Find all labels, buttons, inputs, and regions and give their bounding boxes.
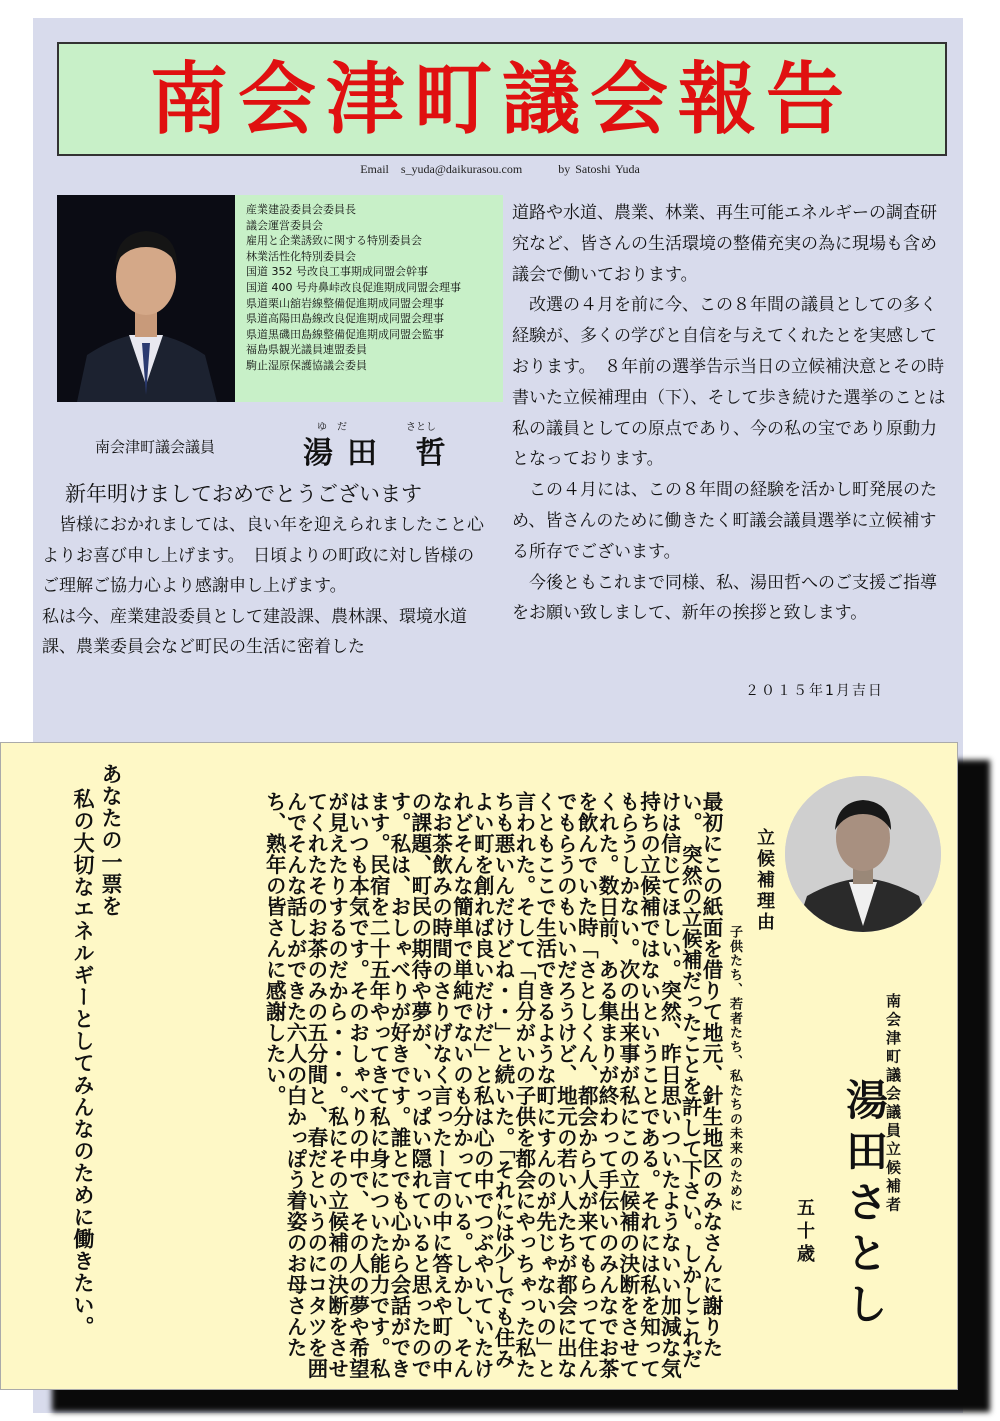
candidacy-story bbox=[262, 791, 723, 1383]
candidacy-heading: 立候補理由 bbox=[754, 828, 775, 933]
role-item: 県道栗山舘岩線整備促進期成同盟会理事 bbox=[246, 296, 444, 310]
paragraph: この４月には、この８年間の経験を活かし町発展のため、皆さんのために働きたく町議会議員選挙に立候補する所存でございます。 bbox=[512, 480, 937, 562]
name-ruby-surname: ゆ だ bbox=[317, 422, 347, 433]
title-banner bbox=[57, 42, 947, 156]
candidate-name: 湯田さとし bbox=[840, 1078, 889, 1333]
role-item: 福島県観光議員連盟委員 bbox=[246, 343, 367, 357]
role-item: 林業活性化特別委員会 bbox=[246, 249, 356, 263]
councillor-portrait bbox=[57, 195, 235, 402]
committee-roles-list bbox=[235, 195, 503, 402]
paragraph: 道路や水道、農業、林業、再生可能エネルギーの調査研究など、皆さんの生活環境の整備充実の為に現場も含め議会で働いております。 bbox=[512, 203, 937, 285]
paragraph: 皆様におかれましては、良い年を迎えられましたこと心よりお喜び申し上げます。 日頃よりの町政に対し皆様のご理解ご協力心より感謝申し上げます。 bbox=[42, 515, 484, 596]
position-label: 南会津町議会議員 bbox=[95, 438, 216, 456]
candidate-age: 五十歳 bbox=[794, 1198, 815, 1267]
greeting-date: ２０１５年1月吉日 bbox=[745, 683, 884, 699]
paragraph: 改選の４月を前に今、この８年間の議員としての多く経験が、多くの学びと自信を与えてくれたとを実感しております。 ８年前の選挙告示当日の立候補決意とその時書いた立候補理由（下）、そして歩き続けた選挙のことは私の議員としての原点であり、今の私の宝であり原動力となっております。 bbox=[512, 295, 946, 470]
role-item: 産業建設委員会委員長 bbox=[246, 203, 356, 216]
email-line: Email s_yuda@daikurasou.com by Satoshi Yuda bbox=[360, 162, 640, 176]
role-item: 議会運営委員会 bbox=[246, 218, 323, 232]
closing-line: あなたの一票を bbox=[99, 763, 124, 917]
greeting-left-column bbox=[42, 510, 487, 663]
new-year-greeting: 新年明けましておめでとうございます bbox=[65, 482, 422, 506]
role-item: 県道黒磯田島線整備促進期成同盟会監事 bbox=[246, 327, 444, 341]
candidate-portrait bbox=[785, 776, 941, 932]
page-title: 南会津町議会報告 bbox=[149, 54, 854, 145]
story-paragraph: 最初にこの紙面を借りて地元、針生地区のみなさんに謝りたい。 突然の立候補だったことを許して下さい。しかしこれだけは信じてほしい。突然、昨日思いついたようないい加減な気持ちの立候補ではないということである。それには私を知ってもらうしかない。次の出来事が私にこの立候補の決断をさせてくれた。数日前、ある集まりが終わって手伝いのみんなでお茶を飲んでいた時「さとしくん、都会から人が来てもらって住んでもらうのもいいだろうけど、地元の若い人たちが都会に出なくともここで生活できるような町にすんのが先じゃないの」と言われた。そして「自分がいの子供を都会にやっちゃった私たちも悪いんだけどね・・」と続いた。「それには少しでも住みよい町を創れば良いだけだ」と私は心の中でつぶやいていたけれどそんな簡単で単純でないのも分かっている。しかし、そんなお茶飲みの時間のさりげなく言ったー言の中に答えや町の中の課題、町民の期待や夢が、いっぱい隠れていると思ったのです。私は、おしゃべりが好きです。誰とでも心から会話ができます。民宿を二十五年やってきて私に身についた能力です。私はいつも本気です。そのおしゃべりの中で、その人の夢や希望が見えたりするのだから・・・。私にその立候補の決断をさせてくれたそのお茶のみの五分間と、春だというのにコタツを囲んでそんな話しができた六人の白かっぽう着姿のお母さんたち、熟年の皆さんに感謝したい。 bbox=[262, 791, 723, 1379]
role-item: 駒止湿原保護協議会委員 bbox=[246, 358, 367, 372]
role-item: 県道高陽田島線改良促進期成同盟会理事 bbox=[246, 312, 444, 326]
closing-line: 私の大切なエネルギーとしてみんなのために働きたい。 bbox=[71, 788, 96, 1338]
candidacy-subheading: 子供たち、若者たち、私たちの未来のために bbox=[727, 925, 742, 1213]
role-item: 国道 400 号舟鼻峠改良促進期成同盟会理事 bbox=[246, 280, 461, 294]
councillor-name-row bbox=[95, 418, 495, 471]
name-ruby-given: さとし bbox=[406, 422, 436, 433]
paragraph: 今後ともこれまで同様、私、湯田哲へのご支援ご指導をお願い致しまして、新年の挨拶と致します。 bbox=[512, 572, 937, 624]
paragraph: 私は今、産業建設委員として建設課、農林課、環境水道課、農業委員会など町民の生活に密着した bbox=[42, 606, 467, 657]
role-item: 国道 352 号改良工事期成同盟会幹事 bbox=[246, 265, 428, 279]
greeting-right-column bbox=[512, 198, 952, 629]
candidacy-panel bbox=[0, 742, 958, 1390]
role-item: 雇用と企業誘致に関する特別委員会 bbox=[246, 234, 422, 248]
candidate-title: 南会津町議会議員立候補者 bbox=[884, 993, 902, 1215]
closing-message bbox=[55, 763, 125, 1373]
councillor-name: 湯田 哲 bbox=[303, 436, 460, 471]
